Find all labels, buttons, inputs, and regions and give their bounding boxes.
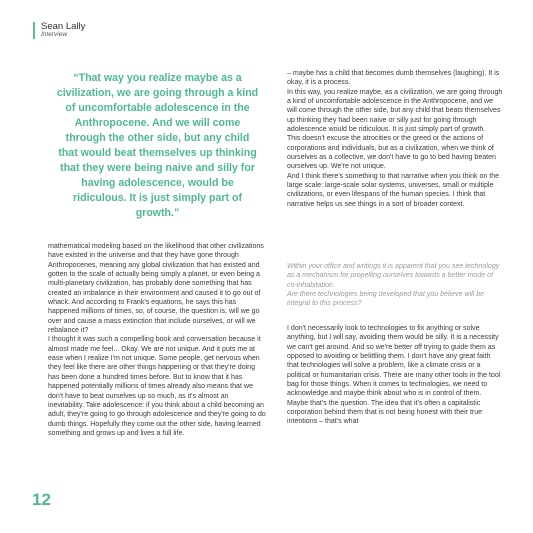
right-column-body-top xyxy=(287,69,503,209)
interview-question xyxy=(287,262,503,309)
paragraph: This doesn't excuse the atrocities or the greed or the actions of corporations and individuals, but as a civilization, when we think of ourselves as a collective, we don't have to go to bed having beaten ourselves up. We're not unique. xyxy=(287,135,496,171)
paragraph: – maybe has a child that becomes dumb themselves (laughing). It is okay, it is a process. xyxy=(287,70,500,87)
paragraph: And I think there's something to that narrative when you think on the large scale: large-scale solar systems, universes, small or multiple civilizations, or even lifespans of the human species. I think that narrative helps us see things in a sort of broader context. xyxy=(287,172,500,208)
author-name: Sean Lally xyxy=(41,21,86,32)
page-number: 12 xyxy=(32,490,51,509)
article-type: Interview xyxy=(41,30,68,38)
page-header xyxy=(33,22,85,39)
paragraph: In this way, you realize maybe, as a civilization, we are going through a kind of uncomfortable adolescence in the Anthropocene, and we will come through the other side, but any child that beats themselves up thinking they had been naive or silly just for going through adolescence would be ridiculous. It is just simply part of growth. xyxy=(287,88,503,134)
right-column-body-bottom xyxy=(287,324,503,427)
question-text: Are there technologies being developed that you believe will be integral to this process? xyxy=(287,291,485,308)
paragraph: mathematical modeling based on the likelihood that other civilizations have existed in the universe and that they have gone through Anthropocenes, meaning any global civilization that has existed and gotten to the scale of actually being simply a planet, or even being a multi-planetary civilization, has probably done something that has created an imbalance in their environment and caused it to go out of whack. And according to Frank's equations, he says this has happened millions of times, so, of course, the question is, will we go over and cause a mass extinction that include ourselves, or will we rebalance it? xyxy=(48,243,264,335)
question-text: Within your office and writings it is apparent that you see technology as a mechanism for propelling ourselves towards a better mode of co-inhabitation. xyxy=(287,263,500,289)
paragraph: I don't necessarily look to technologies to fix anything or solve anything, but I will say, avoiding them would be silly. It is a necessity we can't get around. And so we're better off trying to guide them as opposed to avoiding or belittling them. I don't have any great faith that technologies will solve a problem, like a climate crisis or a political or humanitarian crisis. There are many other tools in the tool bag for those things. When it comes to technologies, we need to acknowledge and maybe think about who is in control of them. Maybe that's the question. The idea that it's often a capitalistic corporation behind them that is not being honest with their true intentions – that's what xyxy=(287,325,501,426)
paragraph: I thought it was such a compelling book and conversation because it almost made me feel... Okay. We are not unique. And it puts me at ease when I realize I'm not unique. Some people, get nervous when they feel like there are other things happening or that they're doing has been done a hundred times before. But to know that it has happened potentially millions of times already also means that we don't have to beat ourselves up so much, as it's almost an inevitability. Take adolescence: if you think about a child becoming an adult, they're going to go through adolescence and they're going to do dumb things. Hopefully they come out the other side, having learned something and grows up and lives a full life. xyxy=(48,336,266,437)
pull-quote: “That way you realize maybe as a civilization, we are going through a kind of uncomfortable adolescence in the Anthropocene. And we will come through the other side, but any child that would beat themselves up thinking that they were being naive and silly for having adolescence, would be ridiculous. It is just simply part of growth.” xyxy=(56,72,259,219)
left-column-body xyxy=(48,242,266,438)
